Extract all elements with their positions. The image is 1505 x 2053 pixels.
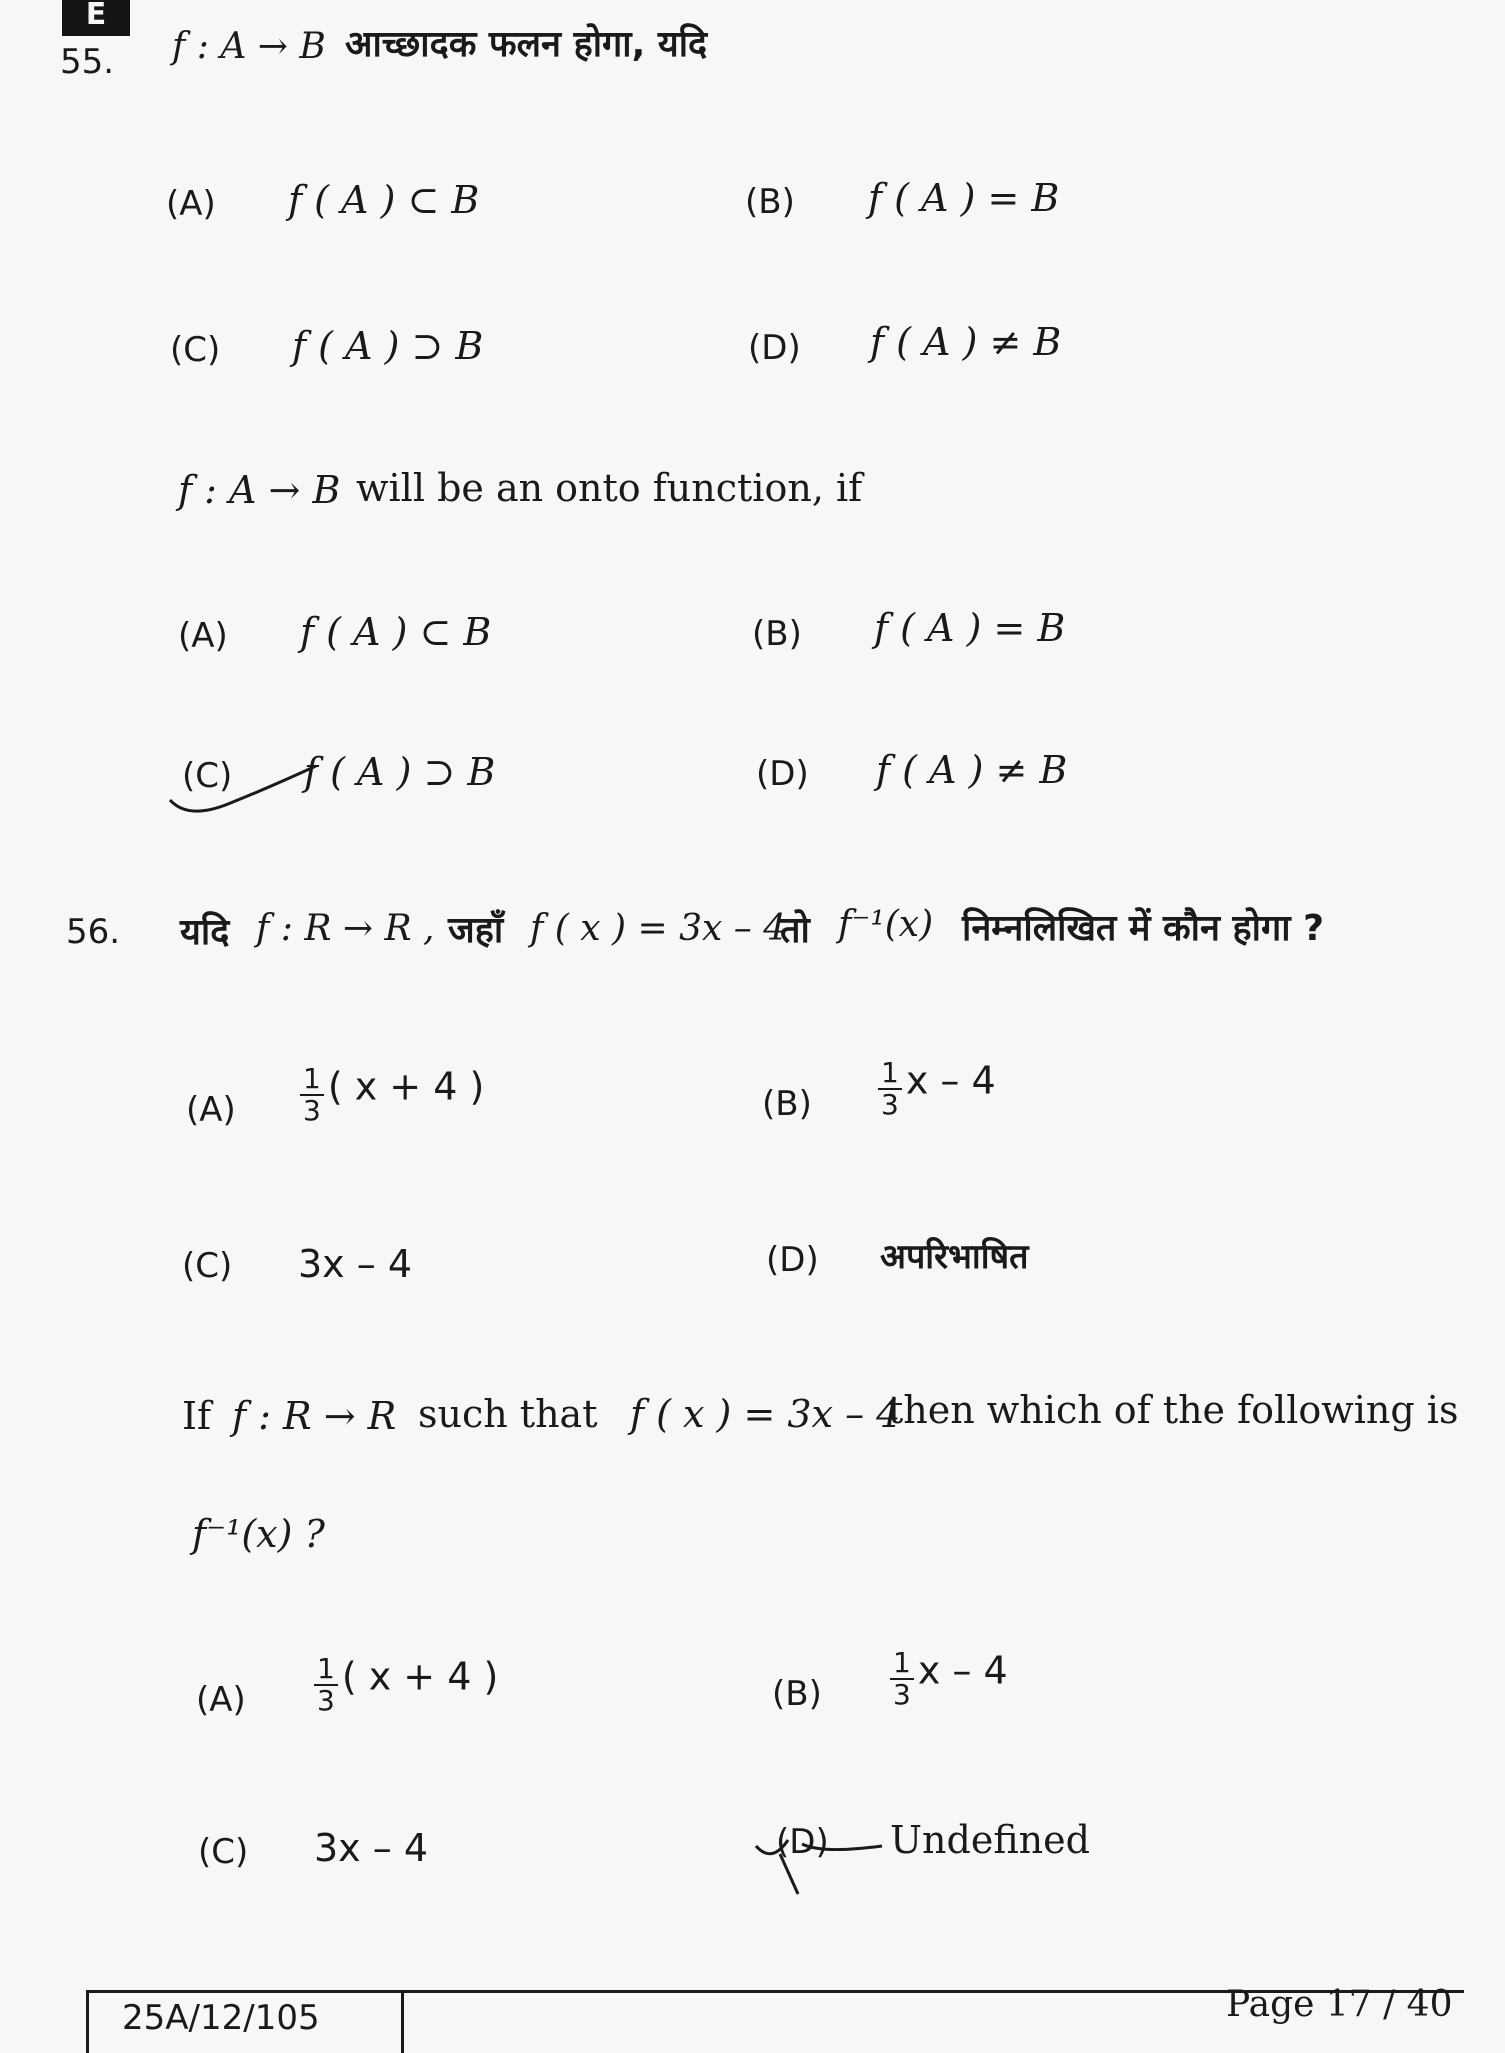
q55-english-option-a-label: (A) bbox=[178, 616, 228, 656]
fraction-numerator: 1 bbox=[314, 1654, 338, 1686]
q55-hindi-option-a-label: (A) bbox=[166, 184, 216, 224]
fraction-numerator: 1 bbox=[878, 1058, 902, 1090]
q56-hindi-option-d: अपरिभाषित bbox=[880, 1237, 1029, 1277]
footer-code: 25A/12/105 bbox=[122, 1998, 320, 2038]
q56-english-option-c-label: (C) bbox=[198, 1832, 249, 1872]
fraction-numerator: 1 bbox=[890, 1648, 914, 1680]
q56-hindi-option-c-label: (C) bbox=[182, 1246, 233, 1286]
q56-english-inverse: f⁻¹(x) ? bbox=[192, 1512, 325, 1556]
q56-hindi-func: f ( x ) = 3x – 4 bbox=[530, 908, 787, 949]
q55-english-option-d: f ( A ) ≠ B bbox=[876, 748, 1068, 792]
q55-english-option-a: f ( A ) ⊂ B bbox=[300, 610, 492, 654]
option-expression: ( x + 4 ) bbox=[341, 1654, 499, 1699]
q55-hindi-option-b-label: (B) bbox=[745, 182, 795, 222]
q56-hindi-option-b-label: (B) bbox=[762, 1084, 812, 1124]
option-expression: ( x + 4 ) bbox=[327, 1064, 485, 1109]
option-expression: x – 4 bbox=[917, 1648, 1008, 1693]
q55-hindi-option-b: f ( A ) = B bbox=[868, 176, 1060, 220]
q55-english-option-c-label: (C) bbox=[182, 756, 233, 796]
fraction-denominator: 3 bbox=[881, 1088, 899, 1121]
q55-hindi-question: आच्छादक फलन होगा, यदि bbox=[345, 24, 708, 65]
fraction-denominator: 3 bbox=[303, 1094, 321, 1127]
q56-hindi-map: f : R → R , bbox=[256, 908, 435, 949]
fraction bbox=[878, 1058, 902, 1120]
q56-hindi-question: निम्नलिखित में कौन होगा ? bbox=[962, 908, 1324, 949]
fraction-denominator: 3 bbox=[893, 1678, 911, 1711]
q55-hindi-option-c-label: (C) bbox=[170, 330, 221, 370]
page-number: Page 17 / 40 bbox=[1226, 1984, 1453, 2025]
q56-hindi-option-a bbox=[300, 1064, 484, 1126]
q55-hindi-option-d: f ( A ) ≠ B bbox=[870, 320, 1062, 364]
q56-english-if: If bbox=[182, 1394, 212, 1438]
q55-english-option-b: f ( A ) = B bbox=[874, 606, 1066, 650]
fraction bbox=[300, 1064, 324, 1126]
q56-english-func: f ( x ) = 3x – 4 bbox=[630, 1392, 901, 1436]
q56-english-option-a bbox=[314, 1654, 498, 1716]
q55-english-map: f : A → B bbox=[178, 468, 341, 512]
q55-english-option-b-label: (B) bbox=[752, 614, 802, 654]
q56-english-question: then which of the following is bbox=[888, 1388, 1459, 1432]
q56-english-option-d-label: (D) bbox=[776, 1822, 829, 1862]
q56-hindi-where: जहाँ bbox=[448, 910, 504, 951]
fraction-denominator: 3 bbox=[317, 1684, 335, 1717]
q55-number: 55. bbox=[60, 42, 115, 82]
q56-hindi-then: तो bbox=[780, 910, 810, 951]
q55-hindi-option-a: f ( A ) ⊂ B bbox=[288, 178, 480, 222]
q55-hindi-option-c: f ( A ) ⊃ B bbox=[292, 324, 484, 368]
q56-hindi-if: यदि bbox=[180, 912, 230, 953]
fraction bbox=[314, 1654, 338, 1716]
q55-english-option-c: f ( A ) ⊃ B bbox=[304, 750, 496, 794]
q55-hindi-map: f : A → B bbox=[172, 26, 326, 67]
handwritten-tick-mark bbox=[168, 760, 328, 820]
q56-english-option-c: 3x – 4 bbox=[314, 1826, 428, 1870]
q55-english-question: will be an onto function, if bbox=[356, 466, 863, 510]
q56-english-option-b-label: (B) bbox=[772, 1674, 822, 1714]
option-expression: x – 4 bbox=[905, 1058, 996, 1103]
q56-hindi-inverse: f⁻¹(x) bbox=[838, 904, 934, 945]
q56-hindi-option-d-label: (D) bbox=[766, 1240, 819, 1280]
q56-hindi-option-b bbox=[878, 1058, 996, 1120]
q56-english-map: f : R → R bbox=[232, 1394, 397, 1438]
fraction bbox=[890, 1648, 914, 1710]
section-badge: E bbox=[62, 0, 130, 36]
q55-english-option-d-label: (D) bbox=[756, 754, 809, 794]
q56-number: 56. bbox=[66, 912, 121, 952]
q56-english-option-a-label: (A) bbox=[196, 1680, 246, 1720]
q56-hindi-option-c: 3x – 4 bbox=[298, 1242, 412, 1286]
q56-english-option-d: Undefined bbox=[890, 1818, 1090, 1862]
handwritten-tick-mark bbox=[752, 1834, 892, 1904]
q55-hindi-option-d-label: (D) bbox=[748, 328, 801, 368]
fraction-numerator: 1 bbox=[300, 1064, 324, 1096]
q56-english-option-b bbox=[890, 1648, 1008, 1710]
q56-hindi-option-a-label: (A) bbox=[186, 1090, 236, 1130]
q56-english-such: such that bbox=[418, 1392, 598, 1436]
